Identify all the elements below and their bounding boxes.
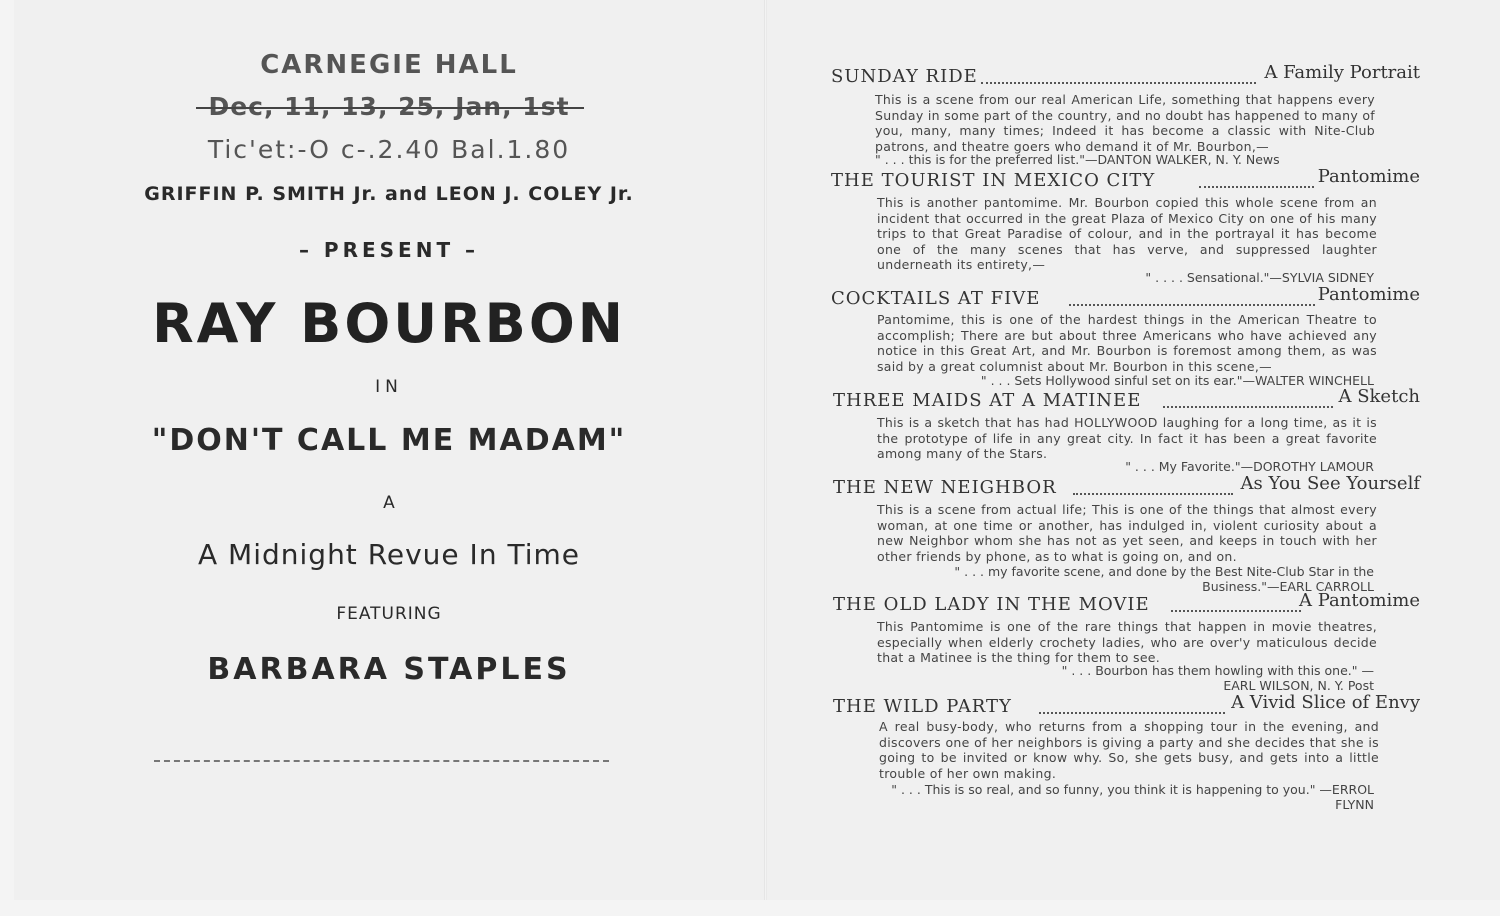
act-description: This Pantomime is one of the rare things that happen in movie theatres, especially when elderly crochety ladies, who are over'y maticulous decide that a Matinee is the thing for them to see.: [877, 619, 1377, 665]
act-quote: " . . . Sets Hollywood sinful set on its ear."—WALTER WINCHELL: [980, 373, 1374, 388]
star-name: RAY BOURBON: [152, 292, 626, 355]
act-type: Pantomime: [1317, 284, 1420, 305]
act-description: A real busy-body, who returns from a shopping tour in the evening, and discovers one of her neighbors is giving a party and she decides that she is going to be invited or know why. So, she gets busy, and gets into a little trouble of her own making.: [879, 719, 1379, 781]
featuring-label: FEATURING: [336, 604, 442, 624]
act-title: THE WILD PARTY: [833, 696, 1012, 717]
act-quote: " . . . This is so real, and so funny, you think it is happening to you." —ERROL FLYNN: [891, 782, 1374, 812]
act-type: Pantomime: [1317, 166, 1420, 187]
act-title: THE NEW NEIGHBOR: [833, 477, 1057, 498]
act-description: Pantomime, this is one of the hardest things in the American Theatre to accomplish; There are but about three Americans who have achieved any notice in this Great Art, and Mr. Bourbon is foremost among them, as was said by a great columnist about Mr. Bourbon in this scene,—: [877, 312, 1377, 374]
present-label: – PRESENT –: [298, 238, 480, 262]
act-description: This is a scene from actual life; This is one of the things that almost every woman, at one time or another, has indulged in, violent curiosity about a new Neighbor whom she has not as yet seen, and keeps in touch with her other friends by phone, as to what is going on, and on.: [877, 502, 1377, 564]
dot-leader: [1171, 610, 1301, 612]
act-title: SUNDAY RIDE: [831, 66, 978, 87]
in-label: IN: [375, 377, 403, 397]
ticket-prices: Tic'et:-O c-.2.40 Bal.1.80: [207, 135, 571, 164]
act-quote: " . . . this is for the preferred list."—DANTON WALKER, N. Y. News: [875, 152, 1280, 167]
dot-leader: [981, 82, 1256, 84]
act-quote: " . . . Bourbon has them howling with this one." —EARL WILSON, N. Y. Post: [1061, 663, 1374, 693]
act-quote: " . . . My Favorite."—DOROTHY LAMOUR: [1125, 459, 1374, 474]
act-title: COCKTAILS AT FIVE: [831, 288, 1041, 309]
struck-dates: Dec, 11, 13, 25, Jan, 1st: [208, 92, 570, 121]
revue-subtitle: A Midnight Revue In Time: [198, 538, 580, 571]
left-panel: [14, 0, 764, 900]
act-title: THE TOURIST IN MEXICO CITY: [831, 170, 1156, 191]
dot-leader: [1073, 493, 1233, 495]
dot-leader: [1069, 304, 1315, 306]
a-label: A: [383, 493, 395, 513]
dot-leader: [1163, 406, 1333, 408]
act-description: This is another pantomime. Mr. Bourbon copied this whole scene from an incident that occurred in the great Plaza of Mexico City on one of his many trips to that Great Paradise of colour, and in the portrayal it has become one of the many scenes that has verve, and suppressed laughter underneath its entirety,—: [877, 195, 1377, 272]
dot-leader: [1039, 712, 1225, 714]
act-type: As You See Yourself: [1240, 473, 1420, 494]
right-panel: [767, 0, 1500, 900]
performance-dates: [14, 92, 764, 121]
act-description: This is a scene from our real American Life, something that happens every Sunday in some part of the country, and no doubt has happened to many of you, many, many times; Indeed it has become a classic with Nite-Club patrons, and theatre goers who demand it of Mr. Bourbon,—: [875, 92, 1375, 154]
act-quote: " . . . my favorite scene, and done by the Best Nite-Club Star in the Business."—EARL CARROLL: [954, 564, 1374, 594]
featured-performer: BARBARA STAPLES: [207, 652, 571, 687]
show-title: "DON'T CALL ME MADAM": [151, 423, 627, 458]
dot-leader: [1199, 186, 1314, 188]
act-type: A Pantomime: [1299, 590, 1420, 611]
producers: GRIFFIN P. SMITH Jr. and LEON J. COLEY Jr.: [144, 183, 634, 205]
act-title: THE OLD LADY IN THE MOVIE: [833, 594, 1150, 615]
venue: CARNEGIE HALL: [260, 50, 518, 80]
divider: [154, 760, 609, 762]
act-type: A Sketch: [1338, 386, 1420, 407]
act-description: This is a sketch that has had HOLLYWOOD laughing for a long time, as it is the prototype of life in any great city. In fact it has been a great favorite among many of the Stars.: [877, 415, 1377, 461]
act-type: A Vivid Slice of Envy: [1231, 692, 1420, 713]
act-title: THREE MAIDS AT A MATINEE: [833, 390, 1142, 411]
act-quote: " . . . . Sensational."—SYLVIA SIDNEY: [1145, 270, 1374, 285]
act-type: A Family Portrait: [1264, 62, 1420, 83]
